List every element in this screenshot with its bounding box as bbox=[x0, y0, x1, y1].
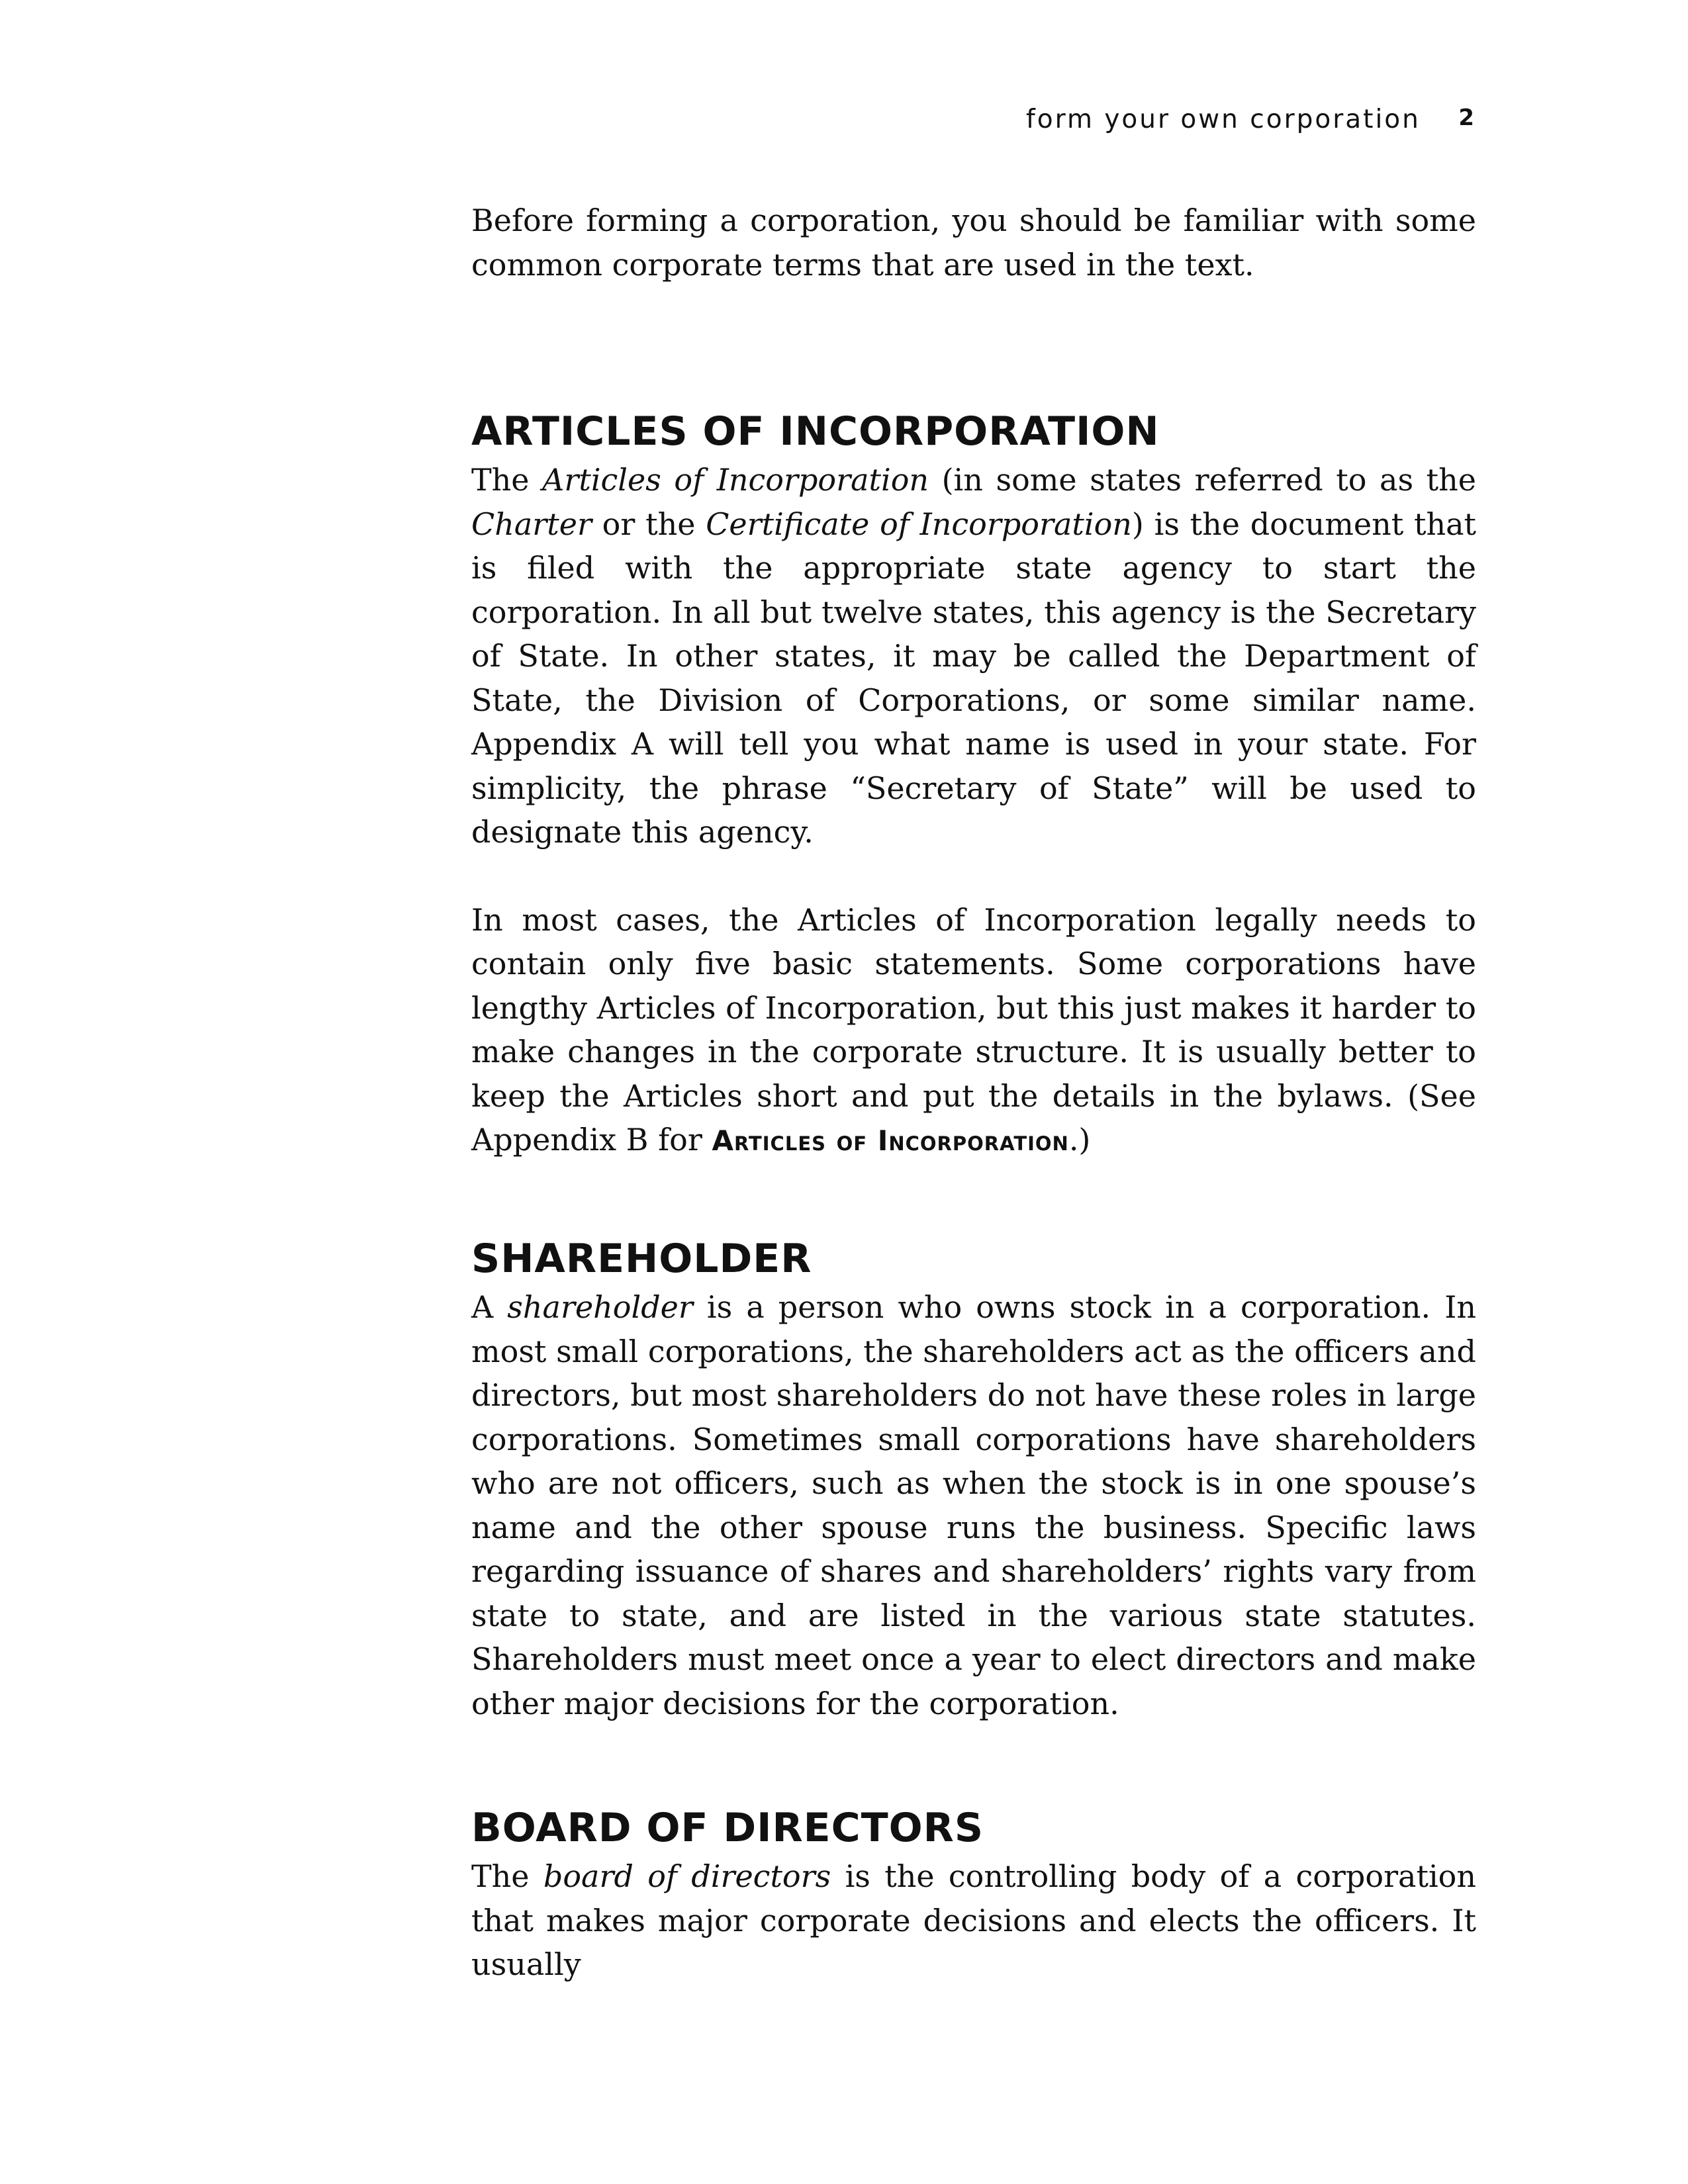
running-header bbox=[1026, 99, 1476, 146]
paragraph-spacer bbox=[471, 854, 1476, 898]
section-heading-board: BOARD OF DIRECTORS bbox=[471, 1805, 984, 1851]
term-charter: Charter bbox=[471, 506, 592, 542]
board-paragraph bbox=[471, 1854, 1476, 1987]
articles-p1-mid1: (in some states referred to as the bbox=[929, 462, 1477, 498]
term-articles-of-incorporation: Articles of Incorporation bbox=[542, 462, 929, 498]
board-lead: The bbox=[471, 1858, 543, 1894]
running-title: form your own corporation bbox=[1026, 105, 1421, 134]
term-board-of-directors: board of directors bbox=[543, 1858, 831, 1894]
board-rest: is the controlling body of a corporation that makes major corporate decisions and elects the officers. It usually bbox=[471, 1858, 1476, 1982]
term-shareholder: shareholder bbox=[507, 1289, 693, 1325]
articles-p2-close: .) bbox=[1068, 1122, 1091, 1158]
intro-paragraph: Before forming a corporation, you should be familiar with some common corporate terms that are used in the text. bbox=[471, 203, 1476, 283]
articles-p1-rest: ) is the document that is filed with the appropriate state agency to start the corporation. In all but twelve states, this agency is the Secretary of State. In other states, it may be called the Department of State, the Division of Corporations, or some similar name. Appendix A will tell you what name is used in your state. For simplicity, the phrase “Secretary of State” will be used to designate this agency. bbox=[471, 506, 1477, 850]
articles-p2-text: In most cases, the Articles of Incorporation legally needs to contain only five basic statements. Some corporations have lengthy Articles of Incorporation, but this just makes it harder to make changes in the corporate structure. It is usually better to keep the Articles short and put the details in the bylaws. (See Appendix B for bbox=[471, 901, 1476, 1158]
section-heading-articles: ARTICLES OF INCORPORATION bbox=[471, 408, 1160, 455]
articles-section bbox=[471, 405, 1476, 1163]
articles-p1-mid2: or the bbox=[591, 506, 706, 542]
articles-p1-lead: The bbox=[471, 462, 543, 498]
shareholder-section bbox=[471, 1232, 1476, 1725]
board-section bbox=[471, 1801, 1476, 1987]
section-heading-shareholder: SHAREHOLDER bbox=[471, 1236, 812, 1282]
shareholder-paragraph bbox=[471, 1285, 1476, 1725]
page-number: 2 bbox=[1458, 105, 1476, 131]
intro-block bbox=[471, 199, 1476, 287]
term-certificate-of-incorporation: Certificate of Incorporation bbox=[706, 506, 1132, 542]
articles-paragraph-2 bbox=[471, 898, 1476, 1163]
form-reference-articles: Articles of Incorporation bbox=[712, 1124, 1069, 1157]
articles-paragraph-1 bbox=[471, 458, 1476, 854]
shareholder-rest: is a person who owns stock in a corporation. In most small corporations, the shareholders act as the officers and directors, but most shareholders do not have these roles in large corporations. Sometimes small corporations have shareholders who are not officers, such as when the stock is in one spouse’s name and the other spouse runs the business. Specific laws regarding issuance of shares and shareholders’ rights vary from state to state, and are listed in the various state statutes. Shareholders must meet once a year to elect directors and make other major decisions for the corporation. bbox=[471, 1289, 1477, 1721]
shareholder-lead: A bbox=[471, 1289, 508, 1325]
